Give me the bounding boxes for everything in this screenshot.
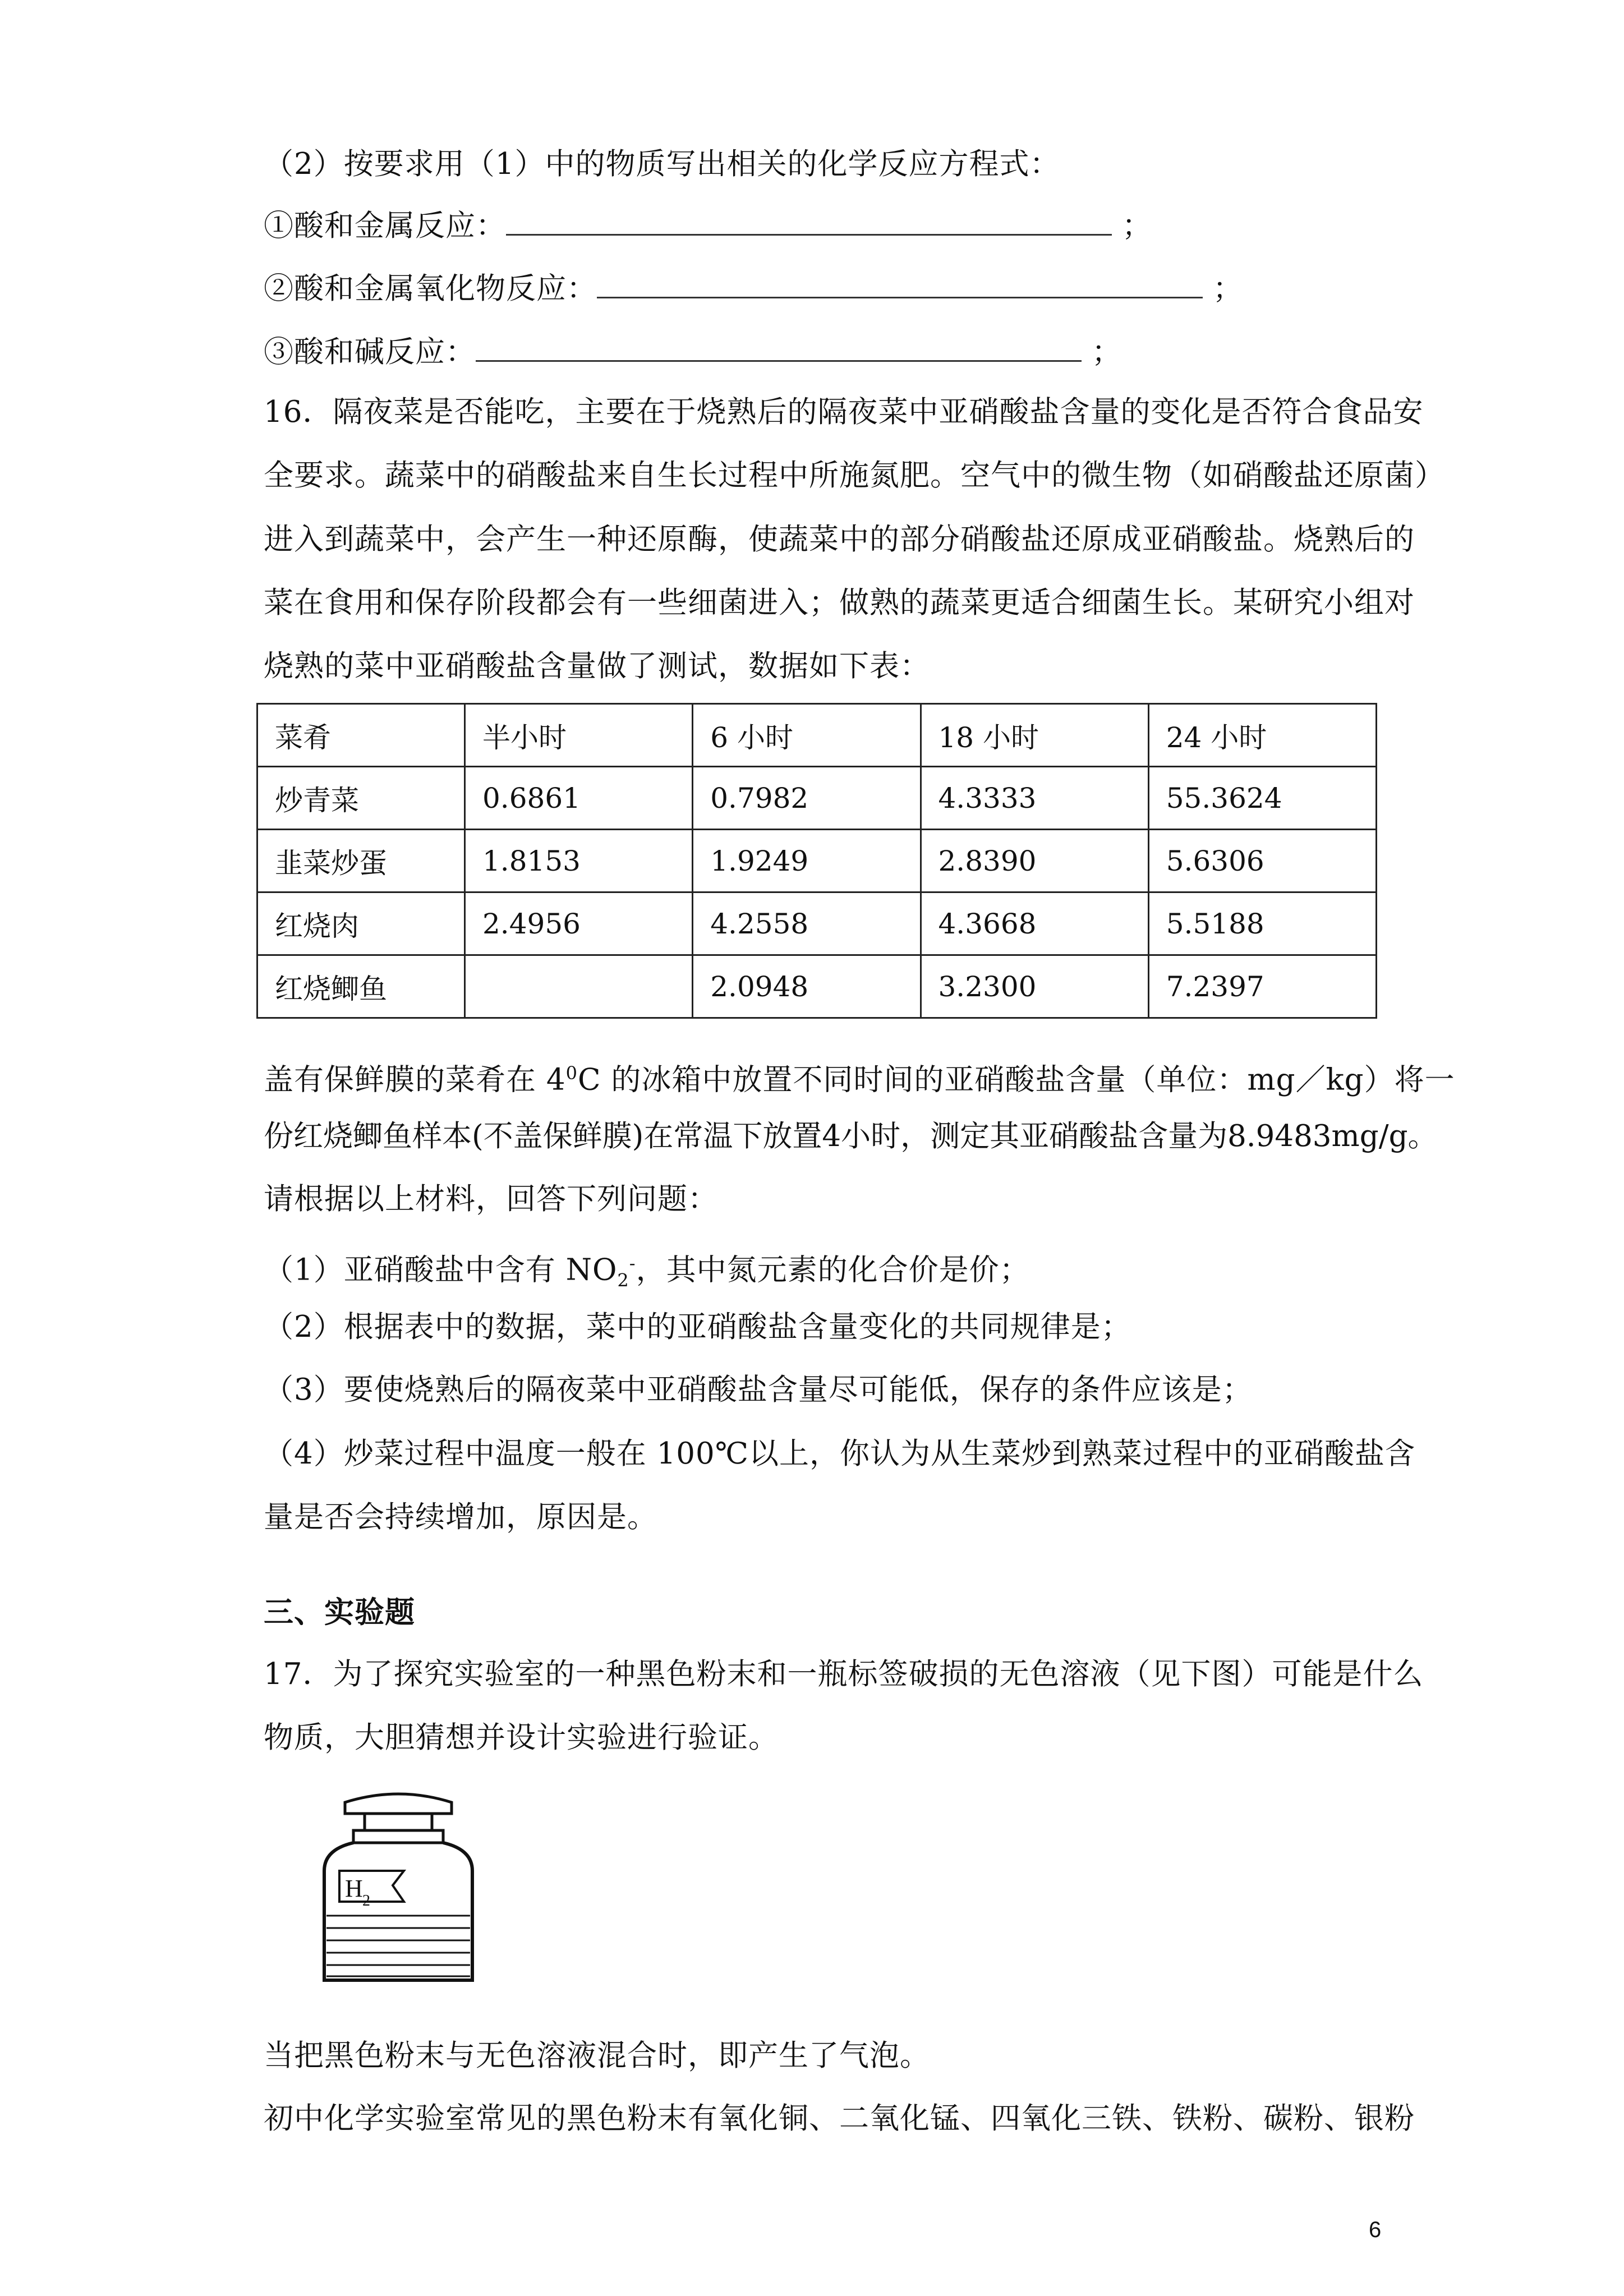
q15-item-3-label: ③酸和碱反应：	[264, 335, 476, 369]
q15-item-2-label: ②酸和金属氧化物反应：	[264, 272, 597, 306]
superscript: -	[629, 1253, 636, 1274]
subscript: 2	[617, 1269, 629, 1291]
q16-note-text: C 的冰箱中放置不同时间的亚硝酸盐含量（单位：mg／kg）将一	[577, 1062, 1455, 1097]
q17-line-3: 当把黑色粉末与无色溶液混合时，即产生了气泡。	[264, 2039, 930, 2073]
table-cell: 1.8153	[465, 830, 693, 892]
bottle-label-subscript: 2	[362, 1892, 370, 1910]
section-heading: 三、实验题	[264, 1595, 415, 1630]
q17-line-1: 17．为了探究实验室的一种黑色粉末和一瓶标签破损的无色溶液（见下图）可能是什么	[264, 1657, 1424, 1691]
q16-para-line-5: 烧熟的菜中亚硝酸盐含量做了测试，数据如下表：	[264, 649, 930, 683]
q16-sub-1	[264, 1244, 1030, 1300]
table-row	[257, 830, 1377, 892]
table-header-cell: 半小时	[465, 704, 693, 767]
table-header-cell: 6 小时	[693, 704, 921, 767]
table-cell: 5.5188	[1148, 892, 1376, 955]
q15-item-2	[264, 268, 1243, 309]
page-number: 6	[1369, 2217, 1382, 2242]
table-cell: 2.4956	[465, 892, 693, 955]
table-cell: 4.3333	[921, 767, 1148, 830]
q16-note-text: 盖有保鲜膜的菜肴在 4	[264, 1062, 566, 1097]
q16-para-line-3: 进入到蔬菜中，会产生一种还原酶，使蔬菜中的部分硝酸盐还原成亚硝酸盐。烧熟后的	[264, 522, 1415, 556]
table-cell: 4.3668	[921, 892, 1148, 955]
table-header-cell: 菜肴	[257, 704, 465, 767]
q15-item-1	[264, 205, 1152, 246]
answer-blank-1[interactable]	[506, 205, 1112, 236]
q16-sub-4-line-1: （4）炒菜过程中温度一般在 100℃以上，你认为从生菜炒到熟菜过程中的亚硝酸盐含	[264, 1437, 1416, 1471]
answer-blank-2[interactable]	[597, 268, 1203, 298]
q16-sub-1-text: ，其中氮元素的化合价是价；	[636, 1253, 1030, 1287]
reagent-bottle-icon	[314, 1787, 482, 1989]
table-cell: 3.2300	[921, 955, 1148, 1018]
answer-blank-3[interactable]	[476, 331, 1082, 362]
q16-sub-2: （2）根据表中的数据，菜中的亚硝酸盐含量变化的共同规律是；	[264, 1310, 1131, 1344]
q15-item-1-label: ①酸和金属反应：	[264, 209, 506, 243]
q16-sub-1-text: （1）亚硝酸盐中含有 NO	[264, 1253, 618, 1287]
q15-part2-intro: （2）按要求用（1）中的物质写出相关的化学反应方程式：	[264, 147, 1060, 181]
degree-superscript: 0	[565, 1062, 578, 1084]
q16-para-line-1: 16．隔夜菜是否能吃，主要在于烧熟后的隔夜菜中亚硝酸盐含量的变化是否符合食品安	[264, 395, 1424, 429]
table-cell: 0.7982	[693, 767, 921, 830]
q16-sub-3: （3）要使烧熟后的隔夜菜中亚硝酸盐含量尽可能低，保存的条件应该是；	[264, 1373, 1253, 1407]
table-row	[257, 955, 1377, 1018]
table-cell: 2.0948	[693, 955, 921, 1018]
q16-para-line-2: 全要求。蔬菜中的硝酸盐来自生长过程中所施氮肥。空气中的微生物（如硝酸盐还原菌）	[264, 458, 1445, 493]
table-row	[257, 767, 1377, 830]
nitrite-table	[256, 703, 1377, 1019]
q15-item-3-end: ；	[1092, 335, 1122, 369]
q16-note-line-1	[264, 1053, 1455, 1100]
q15-item-2-end: ；	[1213, 272, 1243, 306]
table-cell: 1.9249	[693, 830, 921, 892]
q17-line-4: 初中化学实验室常见的黑色粉末有氧化铜、二氧化锰、四氧化三铁、铁粉、碳粉、银粉	[264, 2101, 1415, 2136]
q15-item-3	[264, 331, 1122, 372]
table-cell: 2.8390	[921, 830, 1148, 892]
table-row	[257, 892, 1377, 955]
table-cell: 红烧鲫鱼	[257, 955, 465, 1018]
table-cell: 55.3624	[1148, 767, 1376, 830]
table-cell: 韭菜炒蛋	[257, 830, 465, 892]
q16-para-line-4: 菜在食用和保存阶段都会有一些细菌进入；做熟的蔬菜更适合细菌生长。某研究小组对	[264, 586, 1415, 620]
reagent-bottle-figure	[314, 1787, 482, 1989]
table-cell: 炒青菜	[257, 767, 465, 830]
table-header-row	[257, 704, 1377, 767]
table-header-cell: 18 小时	[921, 704, 1148, 767]
table-cell: 7.2397	[1148, 955, 1376, 1018]
q16-note-line-3: 请根据以上材料，回答下列问题：	[264, 1182, 718, 1216]
table-cell: 5.6306	[1148, 830, 1376, 892]
q15-item-1-end: ；	[1122, 209, 1152, 243]
table-cell: 红烧肉	[257, 892, 465, 955]
table-cell: 4.2558	[693, 892, 921, 955]
table-cell: 0.6861	[465, 767, 693, 830]
q17-line-2: 物质，大胆猜想并设计实验进行验证。	[264, 1720, 779, 1755]
table-cell	[465, 955, 693, 1018]
table-header-cell: 24 小时	[1148, 704, 1376, 767]
q16-note-line-2: 份红烧鲫鱼样本(不盖保鲜膜)在常温下放置4小时，测定其亚硝酸盐含量为8.9483mg/g。	[264, 1119, 1438, 1153]
q16-sub-4-line-2: 量是否会持续增加，原因是。	[264, 1500, 657, 1534]
bottle-label-text: H	[345, 1875, 363, 1902]
